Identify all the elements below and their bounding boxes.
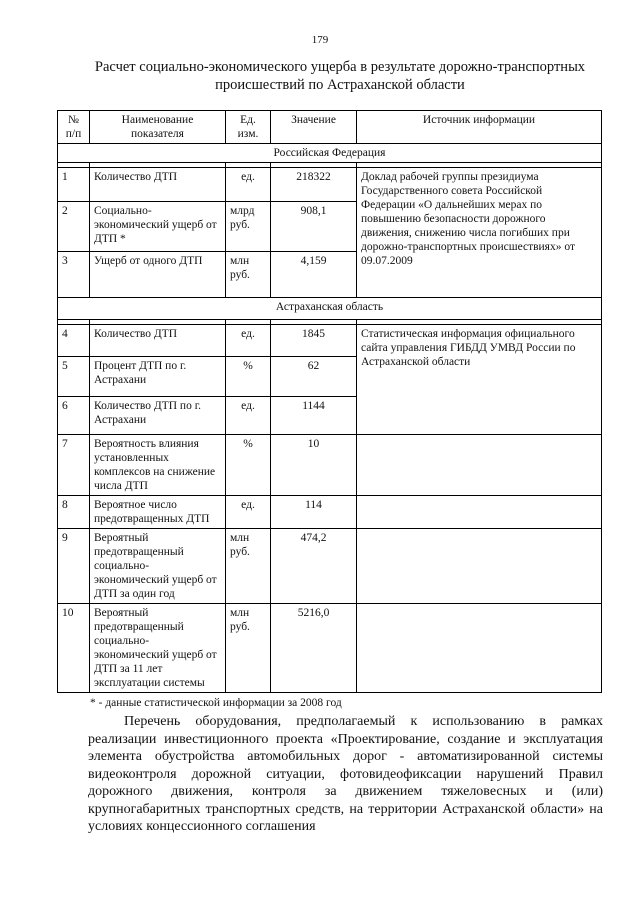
cell-source-empty <box>357 529 602 604</box>
section-title-rf: Российская Федерация <box>58 144 602 163</box>
cell-value: 4,159 <box>271 252 357 298</box>
cell-unit: % <box>226 435 271 496</box>
cell-unit: млн руб. <box>226 252 271 298</box>
footnote: * - данные статистической информации за 2008 год <box>90 697 342 709</box>
cell-value: 1144 <box>271 397 357 435</box>
cell-unit: ед. <box>226 325 271 357</box>
cell-name: Вероятное число предотвращенных ДТП <box>90 496 226 529</box>
header-num: № п/п <box>58 111 90 144</box>
cell-num: 4 <box>58 325 90 357</box>
cell-source-empty <box>357 604 602 693</box>
cell-name: Количество ДТП по г. Астрахани <box>90 397 226 435</box>
cell-value: 10 <box>271 435 357 496</box>
cell-num: 2 <box>58 202 90 252</box>
cell-source-rf: Доклад рабочей группы президиума Государственного совета Российской Федерации «О дальнейших мерах по повышению безопасности дорожного движения, снижению числа погибших при дорожно-транспортных происшествиях» от 09.07.2009 <box>357 168 602 298</box>
cell-value: 218322 <box>271 168 357 202</box>
cell-name: Вероятный предотвращенный социально-экономический ущерб от ДТП за 11 лет эксплуатации системы <box>90 604 226 693</box>
cell-num: 9 <box>58 529 90 604</box>
cell-unit: % <box>226 357 271 397</box>
cell-source-ast: Статистическая информация официального сайта управления ГИБДД УМВД России по Астраханской области <box>357 325 602 435</box>
section-row-rf <box>58 144 602 163</box>
cell-num: 3 <box>58 252 90 298</box>
cell-name: Количество ДТП <box>90 168 226 202</box>
cell-value: 62 <box>271 357 357 397</box>
cell-name: Количество ДТП <box>90 325 226 357</box>
header-unit: Ед. изм. <box>226 111 271 144</box>
cell-num: 10 <box>58 604 90 693</box>
cell-name: Вероятный предотвращенный социально-экономический ущерб от ДТП за один год <box>90 529 226 604</box>
damage-table <box>57 110 602 693</box>
cell-source-empty <box>357 435 602 496</box>
body-paragraph-text: Перечень оборудования, предполагаемый к использованию в рамках реализации инвестиционного проекта «Проектирование, создание и эксплуатация элемента обустройства автомобильных дорог - автоматизированной системы видеоконтроля дорожной ситуации, фотовидеофиксации нарушений Правил дорожного движения, контроля за движением тяжеловесных и (или) крупногабаритных транспортных средств, на территории Астраханской области» на условиях концессионного соглашения <box>88 714 603 834</box>
table-header-row <box>58 111 602 144</box>
header-value: Значение <box>271 111 357 144</box>
cell-value: 5216,0 <box>271 604 357 693</box>
page-title: Расчет социально-экономического ущерба в результате дорожно-транспортных происшествий по Астраханской области <box>94 59 586 93</box>
cell-value: 908,1 <box>271 202 357 252</box>
cell-value: 474,2 <box>271 529 357 604</box>
table-row <box>58 529 602 604</box>
section-row-ast <box>58 298 602 320</box>
cell-unit: ед. <box>226 397 271 435</box>
cell-num: 8 <box>58 496 90 529</box>
header-name: Наименование показателя <box>90 111 226 144</box>
body-paragraph <box>88 713 603 836</box>
cell-num: 1 <box>58 168 90 202</box>
table-row <box>58 435 602 496</box>
cell-num: 5 <box>58 357 90 397</box>
cell-value: 114 <box>271 496 357 529</box>
table-row <box>58 496 602 529</box>
table-row <box>58 604 602 693</box>
cell-num: 6 <box>58 397 90 435</box>
cell-unit: млрд руб. <box>226 202 271 252</box>
cell-name: Ущерб от одного ДТП <box>90 252 226 298</box>
section-title-ast: Астраханская область <box>58 298 602 320</box>
header-source: Источник информации <box>357 111 602 144</box>
cell-num: 7 <box>58 435 90 496</box>
cell-unit: млн руб. <box>226 604 271 693</box>
table-row <box>58 168 602 202</box>
cell-source-empty <box>357 496 602 529</box>
page-number: 179 <box>311 34 329 46</box>
cell-name: Вероятность влияния установленных комплексов на снижение числа ДТП <box>90 435 226 496</box>
cell-name: Процент ДТП по г. Астрахани <box>90 357 226 397</box>
cell-unit: млн руб. <box>226 529 271 604</box>
cell-unit: ед. <box>226 168 271 202</box>
table-row <box>58 325 602 357</box>
cell-name: Социально-экономический ущерб от ДТП * <box>90 202 226 252</box>
cell-value: 1845 <box>271 325 357 357</box>
cell-unit: ед. <box>226 496 271 529</box>
